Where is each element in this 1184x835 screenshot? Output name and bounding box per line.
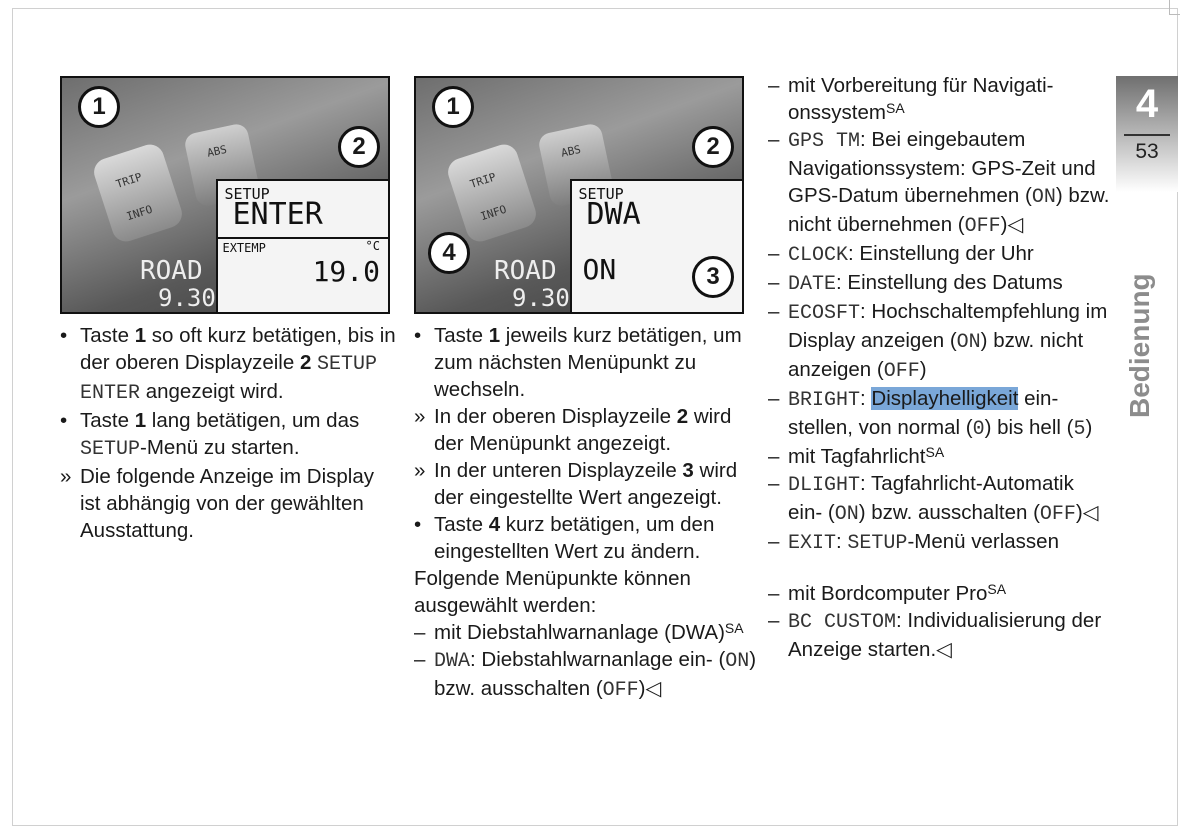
trip-info-button xyxy=(444,141,539,245)
callout-4: 4 xyxy=(428,232,470,274)
divider xyxy=(1124,134,1170,136)
lcd-enter-value: ENTER xyxy=(232,196,323,232)
lcd-clock: 9.30 xyxy=(158,284,216,312)
chapter-tab xyxy=(1116,76,1178,192)
figure-setup-dwa xyxy=(414,76,744,314)
list-item: – mit Bordcomputer Pro$^{SA}$ xyxy=(768,581,1007,605)
list-item: – GPS TM: Bei eingebautem Navigationssystem: GPS-Zeit und GPS-Datum übernehmen (ON) bzw. nicht übernehmen (OFF)◁ xyxy=(768,128,1110,238)
lcd-clock: 9.30 xyxy=(512,284,570,312)
callout-3: 3 xyxy=(692,256,734,298)
trip-label: TRIP xyxy=(114,170,144,191)
lcd-on-state: ON xyxy=(582,252,617,286)
list-item: – CLOCK: Einstellung der Uhr xyxy=(768,242,1034,267)
list-item: – mit Tagfahrlicht$^{SA}$ xyxy=(768,444,945,468)
trip-label: TRIP xyxy=(468,170,498,191)
trip-info-button xyxy=(90,141,185,245)
callout-1: 1 xyxy=(78,86,120,128)
abs-label: ABS xyxy=(559,142,583,160)
chapter-number: 4 xyxy=(1135,82,1159,126)
lcd-mode: ROAD xyxy=(140,256,203,286)
lcd-setup-label: SETUP xyxy=(578,184,624,203)
list-item: • Taste 1 lang betätigen, um das SETUP-Menü zu starten. xyxy=(60,409,360,461)
list-item: » Die folgende Anzeige im Display ist abhängig von der gewählten Ausstattung. xyxy=(60,465,374,542)
column-1 xyxy=(60,322,400,544)
lcd-mode: ROAD xyxy=(494,256,557,286)
list-item: – mit Diebstahlwarnanlage (DWA)$^{SA}$ xyxy=(414,620,744,644)
abs-label: ABS xyxy=(205,142,229,160)
resize-handle[interactable] xyxy=(1169,0,1180,15)
figure-setup-enter xyxy=(60,76,390,314)
lcd-unit: °C xyxy=(365,238,380,253)
callout-2: 2 xyxy=(692,126,734,168)
list-item: – mit Vorbereitung für Navigationssystem$^{SA}$ xyxy=(768,74,1054,124)
lcd-temperature: 19.0 xyxy=(312,254,380,288)
list-item: » In der unteren Displayzeile 3 wird der eingestellte Wert angezeigt. xyxy=(414,459,738,509)
lcd-extemp-label: EXTEMP xyxy=(222,240,266,255)
info-label: INFO xyxy=(478,202,509,224)
list-item: • Taste 1 so oft kurz betätigen, bis in der oberen Displayzeile 2 SETUP ENTER angezeigt wird. xyxy=(60,324,396,405)
callout-1: 1 xyxy=(432,86,474,128)
info-label: INFO xyxy=(124,202,155,224)
list-item: • Taste 4 kurz betätigen, um den eingestellten Wert zu ändern. xyxy=(414,513,715,563)
list-item: – DLIGHT: Tagfahrlicht-Automatik ein- (ON) bzw. ausschalten (OFF)◁ xyxy=(768,472,1099,526)
lcd-display xyxy=(216,179,388,312)
section-label: Bedienung xyxy=(1124,273,1155,418)
column-2 xyxy=(414,322,759,704)
list-item: – DWA: Diebstahlwarnanlage ein- (ON) bzw. ausschalten (OFF)◁ xyxy=(414,648,757,702)
list-item: – EXIT: SETUP-Menü verlassen xyxy=(768,530,1059,555)
page-number: 53 xyxy=(1135,140,1159,163)
lcd-setup-label: SETUP xyxy=(224,184,270,203)
list-item: – ECOSFT: Hochschaltempfehlung im Display anzeigen (ON) bzw. nicht anzeigen (OFF) xyxy=(768,300,1108,383)
list-item: • Taste 1 jeweils kurz betätigen, um zum nächsten Menüpunkt zu wechseln. xyxy=(414,324,742,401)
callout-2: 2 xyxy=(338,126,380,168)
column-3 xyxy=(768,72,1113,663)
paragraph: Folgende Menüpunkte können ausgewählt werden: xyxy=(414,567,691,617)
list-item: – BC CUSTOM: Individualisierung der Anzeige starten.◁ xyxy=(768,609,1102,661)
lcd-dwa-value: DWA xyxy=(586,196,641,232)
list-item: – DATE: Einstellung des Datums xyxy=(768,271,1063,296)
highlighted-text[interactable]: Displayhelligkeit xyxy=(871,387,1019,410)
list-item: » In der oberen Displayzeile 2 wird der Menüpunkt angezeigt. xyxy=(414,405,732,455)
list-item: – BRIGHT: Displayhelligkeit einstellen, von normal (0) bis hell (5) xyxy=(768,387,1093,441)
